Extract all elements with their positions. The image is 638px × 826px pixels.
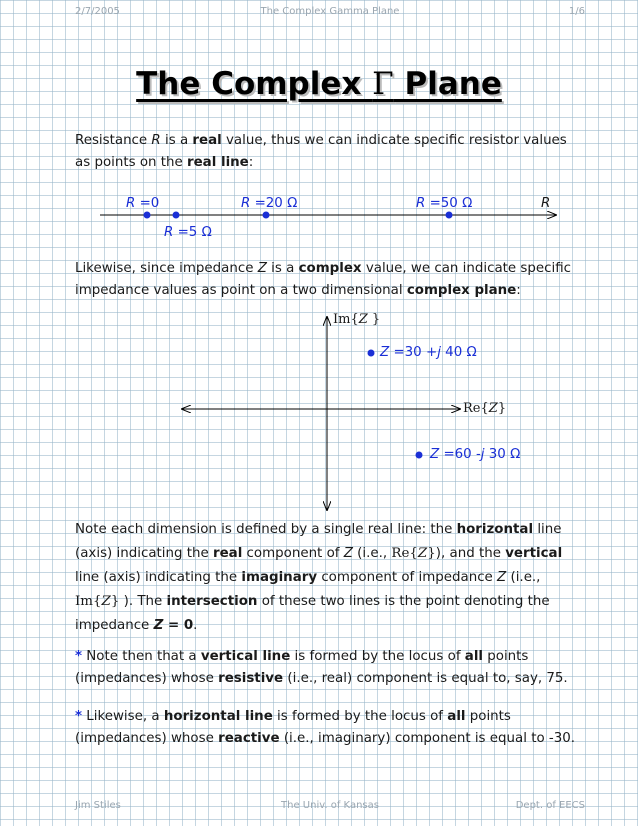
real-axis-label-complex: Re{Z} (463, 401, 507, 416)
complex-plane-points (368, 350, 423, 459)
gamma-symbol: Γ (372, 66, 394, 102)
point-r50 (446, 212, 453, 219)
point-z1 (368, 350, 375, 357)
point-r20 (263, 212, 270, 219)
paragraph-impedance: Likewise, since impedance Z is a complex value, we can indicate specific impedance values as point on a two dimensional complex plane: (75, 261, 572, 298)
footer-department: Dept. of EECS (515, 800, 585, 811)
point-r5 (173, 212, 180, 219)
label-r5: R =5 Ω (164, 225, 212, 240)
imaginary-axis-label: Im{Z } (333, 312, 381, 327)
real-axis-label: R (541, 196, 551, 211)
footer-university: The Univ. of Kansas (281, 800, 379, 811)
paragraph-vertical-line: * Note then that a vertical line is formed by the locus of all points (impedances) whose resistive (i.e., real) component is equal to, say, 75. (75, 649, 568, 686)
paragraph-horizontal-line: * Likewise, a horizontal line is formed by the locus of all points (impedances) whose reactive (i.e., imaginary) component is equal to -30. (75, 709, 576, 746)
label-z2: Z =60 -j 30 Ω (430, 447, 521, 462)
label-z1: Z =30 +j 40 Ω (380, 345, 477, 360)
label-r0: R =0 (126, 196, 160, 211)
point-r0 (144, 212, 151, 219)
point-z2 (416, 452, 423, 459)
label-r50: R =50 Ω (416, 196, 473, 211)
header-title: The Complex Gamma Plane (260, 6, 400, 17)
footer-author: Jim Stiles (75, 800, 121, 811)
paragraph-dimensions: Note each dimension is defined by a single real line: the horizontal line (axis) indicating the real component of Z (i.e., Re{Z}), and the vertical line (axis) indicating the imaginary component of impedance Z (i.e., Im{Z} ). The intersection of these two lines is the point denoting the impedance Z = 0. (75, 522, 563, 633)
label-r20: R =20 Ω (241, 196, 298, 211)
header-date: 2/7/2005 (75, 6, 120, 17)
paragraph-resistance: Resistance R is a real value, thus we can indicate specific resistor values as points on the real line: (75, 133, 567, 170)
header-page-number: 1/6 (568, 6, 585, 17)
page-title: The Complex Γ Plane (136, 66, 502, 102)
